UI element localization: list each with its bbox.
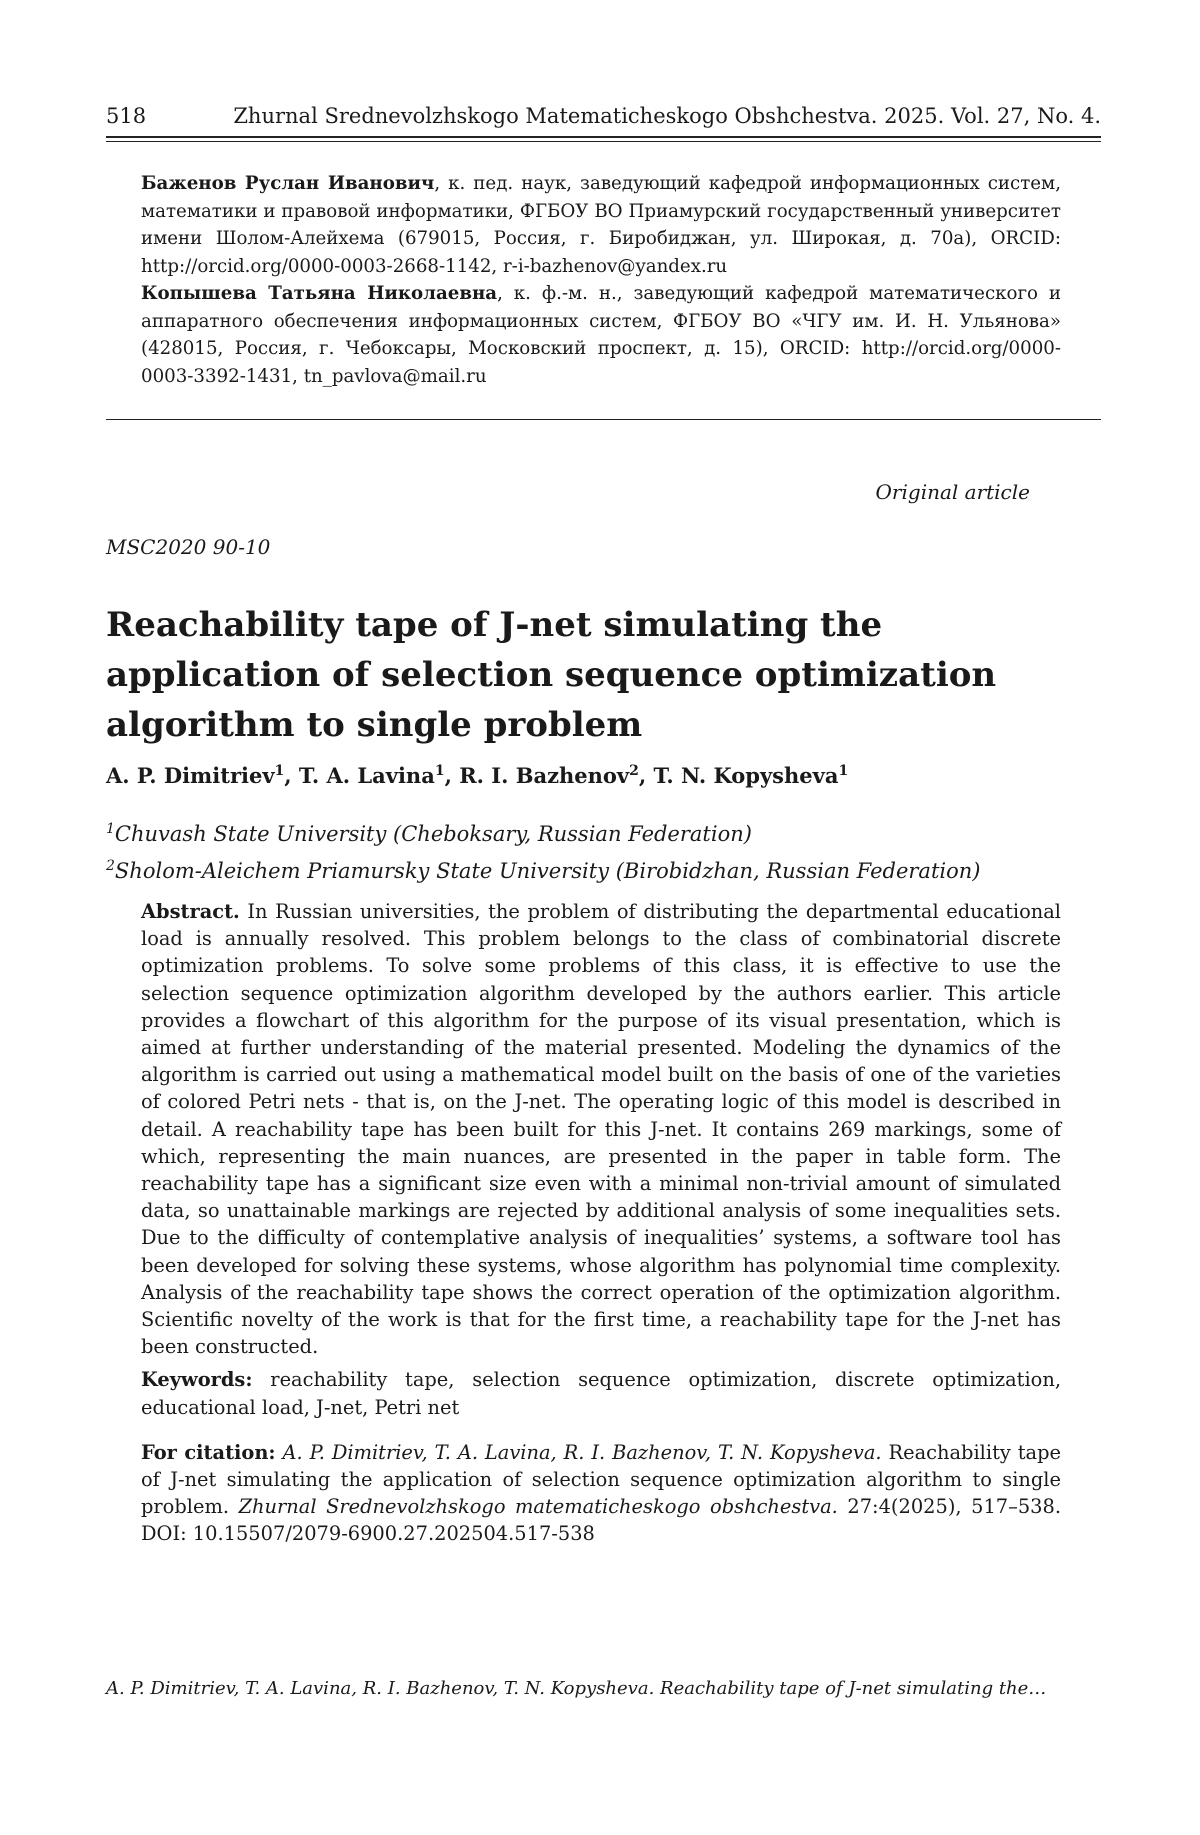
keywords <box>141 1366 1061 1420</box>
citation <box>141 1439 1061 1548</box>
author-list <box>106 763 848 788</box>
citation-journal: Zhurnal Srednevolzhskogo matematicheskogo obshchestva. <box>238 1495 838 1519</box>
affiliation-text: Chuvash State University (Cheboksary, Russian Federation) <box>114 822 752 846</box>
author-affiliation-mark: 2 <box>629 763 639 779</box>
article-type: Original article <box>875 480 1030 504</box>
affiliation-text: Sholom-Aleichem Priamursky State University (Birobidzhan, Russian Federation) <box>114 859 981 883</box>
authors-info <box>141 170 1061 390</box>
author-info-name: Баженов Руслан Иванович <box>141 173 435 194</box>
affiliation-mark: 2 <box>106 858 115 874</box>
author-name: T. A. Lavina <box>298 763 435 788</box>
affiliation-line <box>106 850 980 887</box>
affiliation-mark: 1 <box>106 821 115 837</box>
citation-details: 27:4(2025), 517–538. DOI: 10.15507/2079-6900.27.202504.517-538 <box>141 1495 1061 1546</box>
header-rule <box>106 136 1101 142</box>
citation-title: Reachability tape of J-net simulating the application of selection sequence optimization algorithm to single problem. <box>141 1440 1061 1519</box>
journal-title: Zhurnal Srednevolzhskogo Matematicheskogo Obshchestva. 2025. Vol. 27, No. 4. <box>233 104 1101 128</box>
page-number: 518 <box>106 104 147 128</box>
section-rule <box>106 419 1101 420</box>
abstract-block <box>141 898 1061 1554</box>
author-affiliation-mark: 1 <box>434 763 445 779</box>
author-name: R. I. Bazhenov <box>459 763 630 788</box>
author-name: T. N. Kopysheva <box>653 763 839 788</box>
author-info-details: , к. пед. наук, заведующий кафедрой информационных систем, математики и правовой информатики, ФГБОУ ВО Приамурский государственный университет имени Шолом-Алейхема (679015, Россия, г. Биробиджан, ул. Широкая, д. 70а), ORCID: http://orcid.org/0000-0003-2668-1142, r-i-bazhenov@yandex.ru <box>141 173 1061 277</box>
author-name: A. P. Dimitriev <box>106 763 275 788</box>
running-footer: A. P. Dimitriev, T. A. Lavina, R. I. Bazhenov, T. N. Kopysheva. Reachability tape of J-net simulating the… <box>106 1678 1047 1699</box>
author-affiliation-mark: 1 <box>274 763 285 779</box>
author-info-entry <box>141 280 1061 390</box>
msc-code: MSC2020 90-10 <box>106 535 271 559</box>
affiliations <box>106 813 980 887</box>
running-head <box>106 104 1101 128</box>
affiliation-line <box>106 813 980 850</box>
citation-authors: A. P. Dimitriev, T. A. Lavina, R. I. Bazhenov, T. N. Kopysheva. <box>282 1440 882 1464</box>
author-info-details: , к. ф.-м. н., заведующий кафедрой математического и аппаратного обеспечения информационных систем, ФГБОУ ВО «ЧГУ им. И. Н. Ульянова» (428015, Россия, г. Чебоксары, Московский проспект, д. 15), ORCID: http://orcid.org/0000-0003-3392-1431, tn_pavlova@mail.ru <box>141 283 1061 387</box>
author-affiliation-mark: 1 <box>838 763 849 779</box>
author-info-entry <box>141 170 1061 280</box>
author-separator: , <box>284 763 299 788</box>
author-separator: , <box>638 763 654 788</box>
keywords-label: Keywords: <box>141 1368 253 1392</box>
paper-title: Reachability tape of J-net simulating the application of selection sequence optimization algorithm to single problem <box>106 605 997 745</box>
citation-label: For citation: <box>141 1440 276 1464</box>
abstract <box>141 898 1061 1360</box>
keywords-text: reachability tape, selection sequence optimization, discrete optimization, educational load, J-net, Petri net <box>141 1368 1061 1419</box>
author-separator: , <box>444 763 460 788</box>
abstract-text: In Russian universities, the problem of distributing the departmental educational load is annually resolved. This problem belongs to the class of combinatorial discrete optimization problems. To solve some problems of this class, it is effective to use the selection sequence optimization algorithm developed by the authors earlier. This article provides a flowchart of this algorithm for the purpose of its visual presentation, which is aimed at further understanding of the material presented. Modeling the dynamics of the algorithm is carried out using a mathematical model built on the basis of one of the varieties of colored Petri nets - that is, on the J-net. The operating logic of this model is described in detail. A reachability tape has been built for this J-net. It contains 269 markings, some of which, representing the main nuances, are presented in the paper in table form. The reachability tape has a significant size even with a minimal non-trivial amount of simulated data, so unattainable markings are rejected by additional analysis of some inequalities sets. Due to the difficulty of contemplative analysis of inequalities’ systems, a software tool has been developed for solving these systems, whose algorithm has polynomial time complexity. Analysis of the reachability tape shows the correct operation of the optimization algorithm. Scientific novelty of the work is that for the first time, a reachability tape for the J-net has been constructed. <box>141 900 1061 1359</box>
author-info-name: Копышева Татьяна Николаевна <box>141 283 498 304</box>
abstract-label: Abstract. <box>141 900 240 923</box>
